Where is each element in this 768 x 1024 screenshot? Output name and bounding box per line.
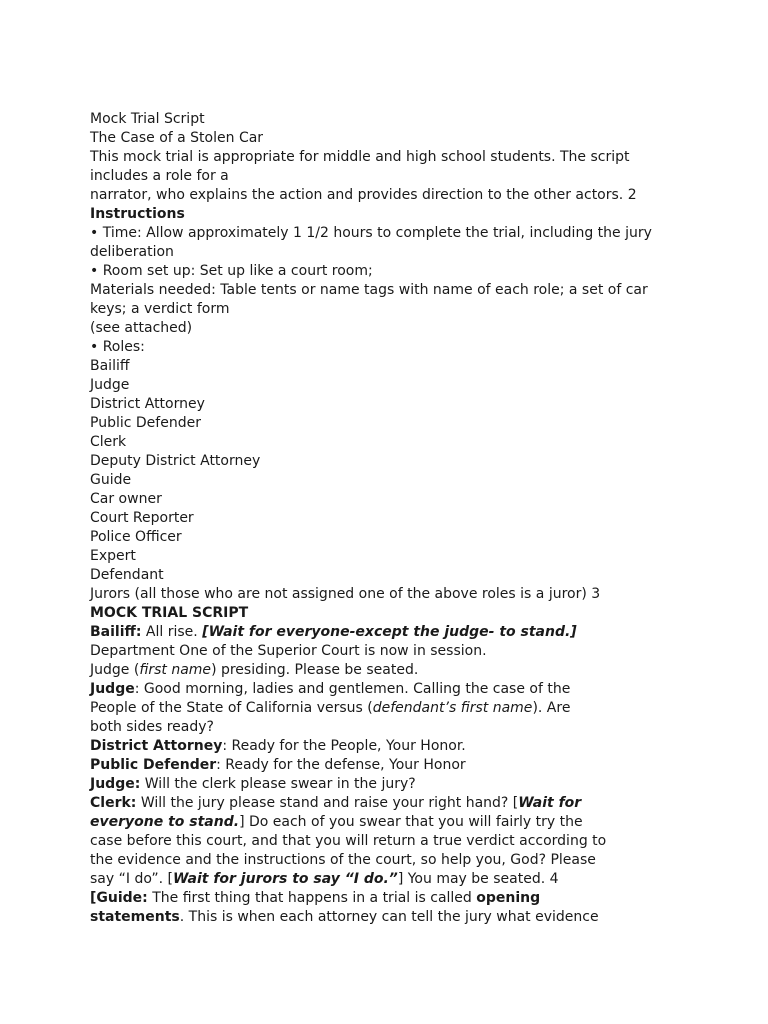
role-item: Police Officer [90,529,182,545]
role-item: District Attorney [90,396,205,412]
script-line: Department One of the Superior Court is now in session. [90,643,487,659]
script-line: say “I do”. [Wait for jurors to say “I do.”] You may be seated. 4 [90,871,559,887]
instructions-heading: Instructions [90,206,185,222]
stage-direction: Wait for jurors to say “I do.” [173,871,398,887]
speaker-clerk: Clerk: [90,795,137,811]
speaker-judge: Judge [90,681,135,697]
stage-direction: [Wait for everyone-except the judge- to stand.] [202,624,577,640]
role-item: Judge [90,377,130,393]
time-line: • Time: Allow approximately 1 1/2 hours to complete the trial, including the jury [90,225,652,241]
materials-line: keys; a verdict form [90,301,230,317]
intro-line: This mock trial is appropriate for middle and high school students. The script [90,149,630,165]
script-line: Judge (first name) presiding. Please be seated. [90,662,419,678]
script-line: Bailiff: All rise. [Wait for everyone-except the judge- to stand.] [90,624,577,640]
role-item: Defendant [90,567,164,583]
speaker-judge: Judge: [90,776,141,792]
role-item: Expert [90,548,136,564]
script-line: Clerk: Will the jury please stand and raise your right hand? [Wait for [90,795,582,811]
time-line: deliberation [90,244,174,260]
script-line: the evidence and the instructions of the court, so help you, God? Please [90,852,596,868]
role-item: Clerk [90,434,127,450]
speaker-district-attorney: District Attorney [90,738,223,754]
materials-line: Materials needed: Table tents or name tags with name of each role; a set of car [90,282,648,298]
stage-direction: Wait for [518,795,582,811]
intro-line: includes a role for a [90,168,229,184]
doc-subtitle: The Case of a Stolen Car [90,130,264,146]
script-line: case before this court, and that you will return a true verdict according to [90,833,607,849]
role-item: Deputy District Attorney [90,453,261,469]
script-line: People of the State of California versus (defendant’s first name). Are [90,700,571,716]
stage-direction: everyone to stand. [90,814,240,830]
script-heading: MOCK TRIAL SCRIPT [90,605,249,621]
materials-line: (see attached) [90,320,193,336]
script-line: everyone to stand.] Do each of you swear that you will fairly try the [90,814,583,830]
script-line: both sides ready? [90,719,214,735]
room-line: • Room set up: Set up like a court room; [90,263,373,279]
speaker-public-defender: Public Defender [90,757,217,773]
role-item: Bailiff [90,358,130,374]
role-item: Public Defender [90,415,201,431]
roles-label: • Roles: [90,339,145,355]
doc-title: Mock Trial Script [90,111,205,127]
jurors-line: Jurors (all those who are not assigned one of the above roles is a juror) 3 [90,586,601,602]
script-line: statements. This is when each attorney can tell the jury what evidence [90,909,599,925]
script-line: Judge: Good morning, ladies and gentlemen. Calling the case of the [90,681,571,697]
document-page [90,110,650,927]
role-item: Court Reporter [90,510,194,526]
role-item: Guide [90,472,132,488]
script-line: Judge: Will the clerk please swear in the jury? [90,776,416,792]
intro-line: narrator, who explains the action and provides direction to the other actors. 2 [90,187,637,203]
script-line: District Attorney: Ready for the People, Your Honor. [90,738,466,754]
speaker-bailiff: Bailiff: [90,624,142,640]
script-line: [Guide: The first thing that happens in a trial is called opening [90,890,541,906]
speaker-guide: [Guide: [90,890,148,906]
role-item: Car owner [90,491,162,507]
script-line: Public Defender: Ready for the defense, Your Honor [90,757,466,773]
